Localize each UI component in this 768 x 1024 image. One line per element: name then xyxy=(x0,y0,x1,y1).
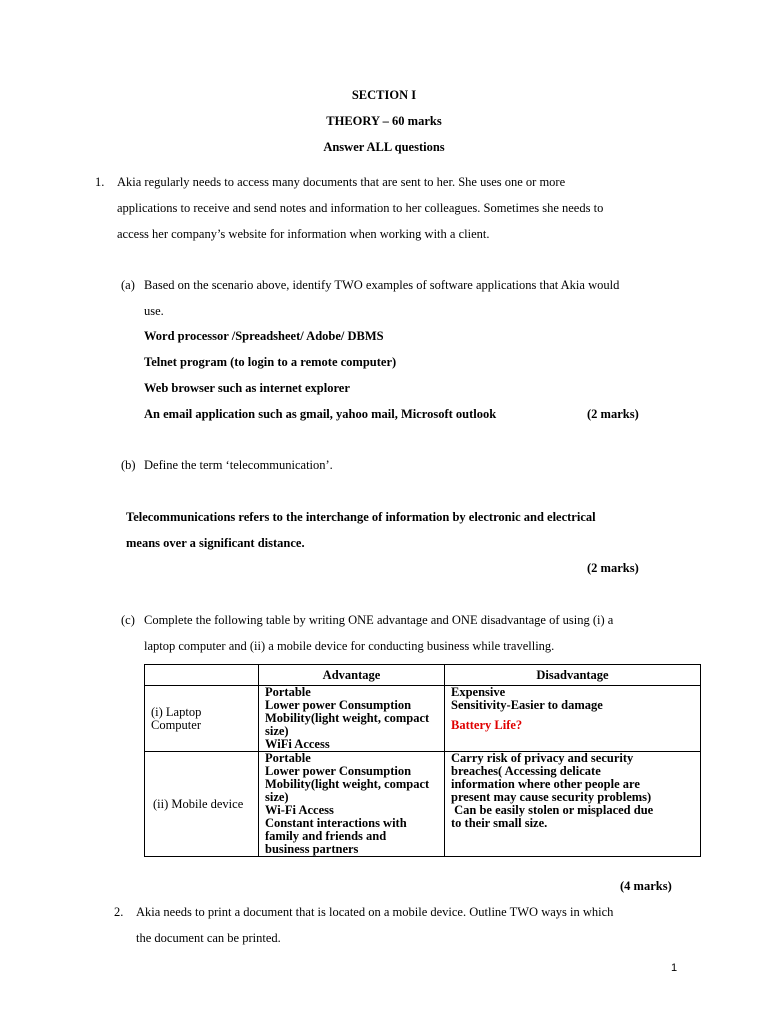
q1b-answer-line: means over a significant distance. xyxy=(126,536,305,550)
q2-line: Akia needs to print a document that is located on a mobile device. Outline TWO ways in which xyxy=(136,905,614,919)
cell-line: Lower power Consumption xyxy=(265,698,412,712)
row-label-line: (ii) Mobile device xyxy=(153,796,244,811)
cell-line: Wi-Fi Access xyxy=(265,803,334,817)
q1a-marks: (2 marks) xyxy=(587,407,639,421)
instruction: Answer ALL questions xyxy=(323,140,445,154)
section-title: SECTION I xyxy=(351,88,417,102)
q1c-marks: (4 marks) xyxy=(620,879,672,893)
row-label-mobile xyxy=(145,752,259,857)
laptop-advantage-cell xyxy=(259,686,445,752)
q1c-question-line: laptop computer and (ii) a mobile device for conducting business while travelling. xyxy=(144,639,555,653)
cell-line: Can be easily stolen or misplaced due xyxy=(451,803,654,817)
q1c-label: (c) xyxy=(121,613,135,627)
q1-stem-line: Akia regularly needs to access many documents that are sent to her. She uses one or more xyxy=(117,175,566,189)
theory-marks: THEORY – 60 marks xyxy=(326,114,442,128)
table-header-empty xyxy=(145,665,259,686)
mobile-advantage-cell xyxy=(259,752,445,857)
q1a-label: (a) xyxy=(121,278,135,292)
cell-line: present may cause security problems) xyxy=(451,790,652,804)
q1a-answer: An email application such as gmail, yahoo mail, Microsoft outlook xyxy=(144,407,497,421)
q1b-question: Define the term ‘telecommunication’. xyxy=(144,458,333,472)
cell-line: size) xyxy=(265,790,289,804)
q1a-answer: Word processor /Spreadsheet/ Adobe/ DBMS xyxy=(144,329,384,343)
q1a-answer: Web browser such as internet explorer xyxy=(144,381,350,395)
cell-line: Expensive xyxy=(451,685,506,699)
cell-line: Portable xyxy=(265,751,311,765)
cell-line: Carry risk of privacy and security xyxy=(451,751,634,765)
q1b-answer-line: Telecommunications refers to the interchange of information by electronic and electrical xyxy=(126,510,596,524)
q1-number: 1. xyxy=(95,175,105,189)
cell-line: Lower power Consumption xyxy=(265,764,412,778)
q1c-question-line: Complete the following table by writing ONE advantage and ONE disadvantage of using (i) a xyxy=(144,613,614,627)
q1-stem-line: access her company’s website for information when working with a client. xyxy=(117,227,490,241)
q1a-question-line: use. xyxy=(144,304,164,318)
cell-line: family and friends and xyxy=(265,829,387,843)
cell-line: Portable xyxy=(265,685,311,699)
cell-line: WiFi Access xyxy=(265,737,330,751)
advantage-disadvantage-table xyxy=(144,664,701,857)
row-label-line: Computer xyxy=(151,717,201,732)
q1b-label: (b) xyxy=(121,458,136,472)
page-number: 1 xyxy=(671,962,678,974)
row-label-line: (i) Laptop xyxy=(151,704,202,719)
cell-line: Constant interactions with xyxy=(265,816,407,830)
cell-line: information where other people are xyxy=(451,777,640,791)
cell-line: size) xyxy=(265,724,289,738)
q1b-marks: (2 marks) xyxy=(587,561,639,575)
cell-line: Sensitivity-Easier to damage xyxy=(451,698,603,712)
q2-number: 2. xyxy=(114,905,124,919)
q1a-answer: Telnet program (to login to a remote computer) xyxy=(144,355,397,369)
row-label-laptop xyxy=(145,686,259,752)
battery-life-note: Battery Life? xyxy=(451,718,523,732)
table-row xyxy=(145,686,701,752)
cell-line: Mobility(light weight, compact xyxy=(265,777,430,791)
cell-line: business partners xyxy=(265,842,359,856)
table-header-advantage: Advantage xyxy=(259,665,445,686)
table-header-row xyxy=(145,665,701,686)
q2-line: the document can be printed. xyxy=(136,931,281,945)
cell-line: breaches( Accessing delicate xyxy=(451,764,601,778)
q1-stem-line: applications to receive and send notes and information to her colleagues. Sometimes she needs to xyxy=(117,201,604,215)
mobile-disadvantage-cell xyxy=(445,752,701,857)
cell-line: Mobility(light weight, compact xyxy=(265,711,430,725)
table-row xyxy=(145,752,701,857)
table-header-disadvantage: Disadvantage xyxy=(445,665,701,686)
cell-line: to their small size. xyxy=(451,816,548,830)
q1a-question-line: Based on the scenario above, identify TWO examples of software applications that Akia would xyxy=(144,278,620,292)
laptop-disadvantage-cell xyxy=(445,686,701,752)
